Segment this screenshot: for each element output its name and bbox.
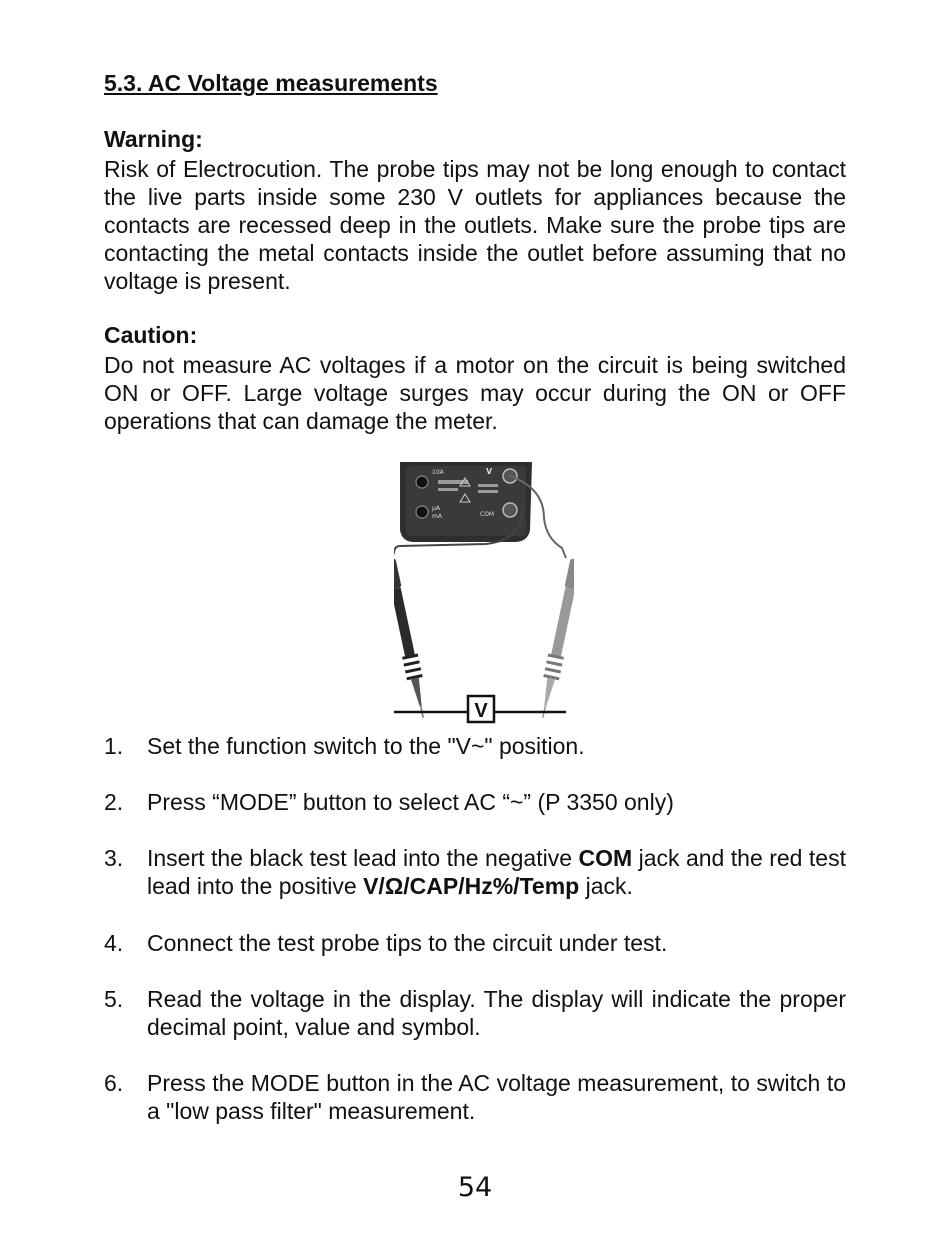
step-number: 2. [104,789,124,815]
jack-label-com: COM [480,511,495,518]
meter-connection-diagram [394,458,574,728]
caution-label: Caution: [104,322,198,348]
step-text: Set the function switch to the "V~" position. [147,733,585,759]
positive-jack-term: V/Ω/CAP/Hz%/Temp [363,873,580,899]
black-probe [394,558,431,720]
step-number: 3. [104,845,124,871]
step-text-part: Insert the black test lead into the negative [147,845,579,871]
step-number: 1. [104,733,124,759]
step-text: Press “MODE” button to select AC “~” (P 3350 only) [147,789,674,815]
step-number: 4. [104,930,124,956]
jack-ua-ma [416,506,428,518]
page-number: 54 [457,1172,493,1203]
caution-text: Do not measure AC voltages if a motor on the circuit is being switched ON or OFF. Large voltage surges may occur during the ON or OFF operations that can damage the meter. [104,352,846,434]
step-text [147,844,846,900]
step-text-part: jack and the red test lead into the positive [147,845,846,899]
jack-label-10a: 10A [432,469,444,476]
step-text: Connect the test probe tips to the circuit under test. [147,930,668,956]
step-text: Read the voltage in the display. The display will indicate the proper decimal point, value and symbol. [147,986,846,1040]
jack-com [503,503,517,517]
step-text: Press the MODE button in the AC voltage measurement, to switch to a "low pass filter" measurement. [147,1070,846,1124]
section-title: 5.3. AC Voltage measurements [104,70,438,96]
step-number: 5. [104,986,124,1012]
red-probe [535,558,574,720]
jack-label-ua: µA [432,505,440,512]
jack-10a [416,476,428,488]
step-text-part: jack. [579,873,633,899]
jack-label-ma: mA [432,513,442,520]
com-jack-term: COM [578,845,633,871]
jack-label-v: V [486,467,493,476]
warning-text: Risk of Electrocution. The probe tips may not be long enough to contact the live parts inside some 230 V outlets for appliances because the contacts are recessed deep in the outlets. Make sure the probe tips are contacting the metal contacts inside the outlet before assuming that no voltage is present. [104,156,846,294]
step-number: 6. [104,1070,124,1096]
warning-label: Warning: [104,126,203,152]
voltmeter-symbol: V [474,700,488,722]
